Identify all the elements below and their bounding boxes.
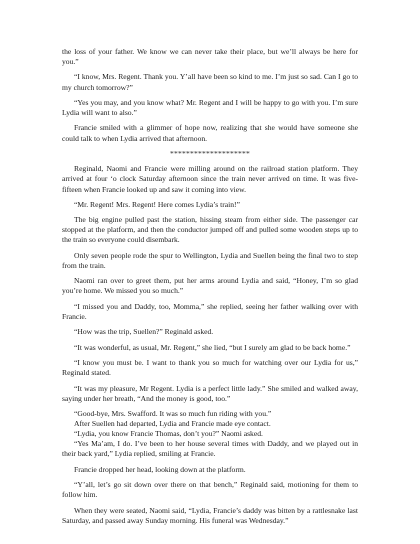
paragraph-2: “I know, Mrs. Regent. Thank you. Y’all have been so kind to me. I’m just so sad. Can I go to my church tomorrow?”: [62, 72, 358, 92]
book-page: [62, 47, 358, 531]
paragraph-17: “Lydia, you know Francie Thomas, don’t you?” Naomi asked.: [74, 429, 263, 439]
paragraph-7: The big engine pulled past the station, hissing steam from either side. The passenger car stopped at the platform, and then the conductor jumped off and pulled some wooden steps up to the train so everyone could disembark.: [62, 215, 358, 245]
paragraph-13: “I know you must be. I want to thank you so much for watching over our Lydia for us,” Reginald stated.: [62, 358, 358, 378]
section-separator: ********************: [170, 148, 250, 158]
paragraph-12: “It was wonderful, as usual, Mr. Regent,” she lied, “but I surely am glad to be back home.”: [74, 342, 351, 352]
paragraph-15: “Good-bye, Mrs. Swafford. It was so much fun riding with you.”: [74, 409, 272, 419]
paragraph-9: Naomi ran over to greet them, put her arms around Lydia and said, “Honey, I’m so glad you’re home. We missed you so much.”: [62, 276, 358, 296]
paragraph-10: “I missed you and Daddy, too, Momma,” she replied, seeing her father walking over with Francie.: [62, 301, 358, 321]
paragraph-6: “Mr. Regent! Mrs. Regent! Here comes Lydia’s train!”: [74, 199, 240, 209]
paragraph-11: “How was the trip, Suellen?” Reginald asked.: [74, 327, 214, 337]
paragraph-16: After Suellen had departed, Lydia and Francie made eye contact.: [74, 419, 271, 429]
paragraph-3: “Yes you may, and you know what? Mr. Regent and I will be happy to go with you. I’m sure Lydia will want to also.”: [62, 97, 358, 118]
paragraph-5: Reginald, Naomi and Francie were milling around on the railroad station platform. They arrived at four ‘o clock Saturday afternoon since the train never arrived on time. It was five-fifteen when Francie looked up and saw it coming into view.: [62, 164, 358, 194]
paragraph-21: When they were seated, Naomi said, “Lydia, Francie’s daddy was bitten by a rattlesnake last Saturday, and passed away Sunday morning. His funeral was Wednesday.”: [62, 505, 358, 525]
paragraph-8: Only seven people rode the spur to Wellington, Lydia and Suellen being the final two to step from the train.: [62, 250, 358, 270]
paragraph-14: “It was my pleasure, Mr Regent. Lydia is a perfect little lady.” She smiled and walked away, saying under her breath, “And the money is good, too.”: [62, 383, 358, 403]
paragraph-18: “Yes Ma’am, I do. I’ve been to her house several times with Daddy, and we played out in their back yard,” Lydia replied, smiling at Francie.: [62, 439, 358, 459]
paragraph-4: Francie smiled with a glimmer of hope now, realizing that she would have someone she could talk to when Lydia arrived that afternoon.: [62, 123, 358, 143]
paragraph-20: “Y’all, let’s go sit down over there on that bench,” Reginald said, motioning for them to follow him.: [62, 480, 358, 500]
paragraph-19: Francie dropped her head, looking down at the platform.: [74, 464, 246, 474]
paragraph-1: the loss of your father. We know we can never take their place, but we’ll always be here for you.”: [62, 47, 358, 67]
